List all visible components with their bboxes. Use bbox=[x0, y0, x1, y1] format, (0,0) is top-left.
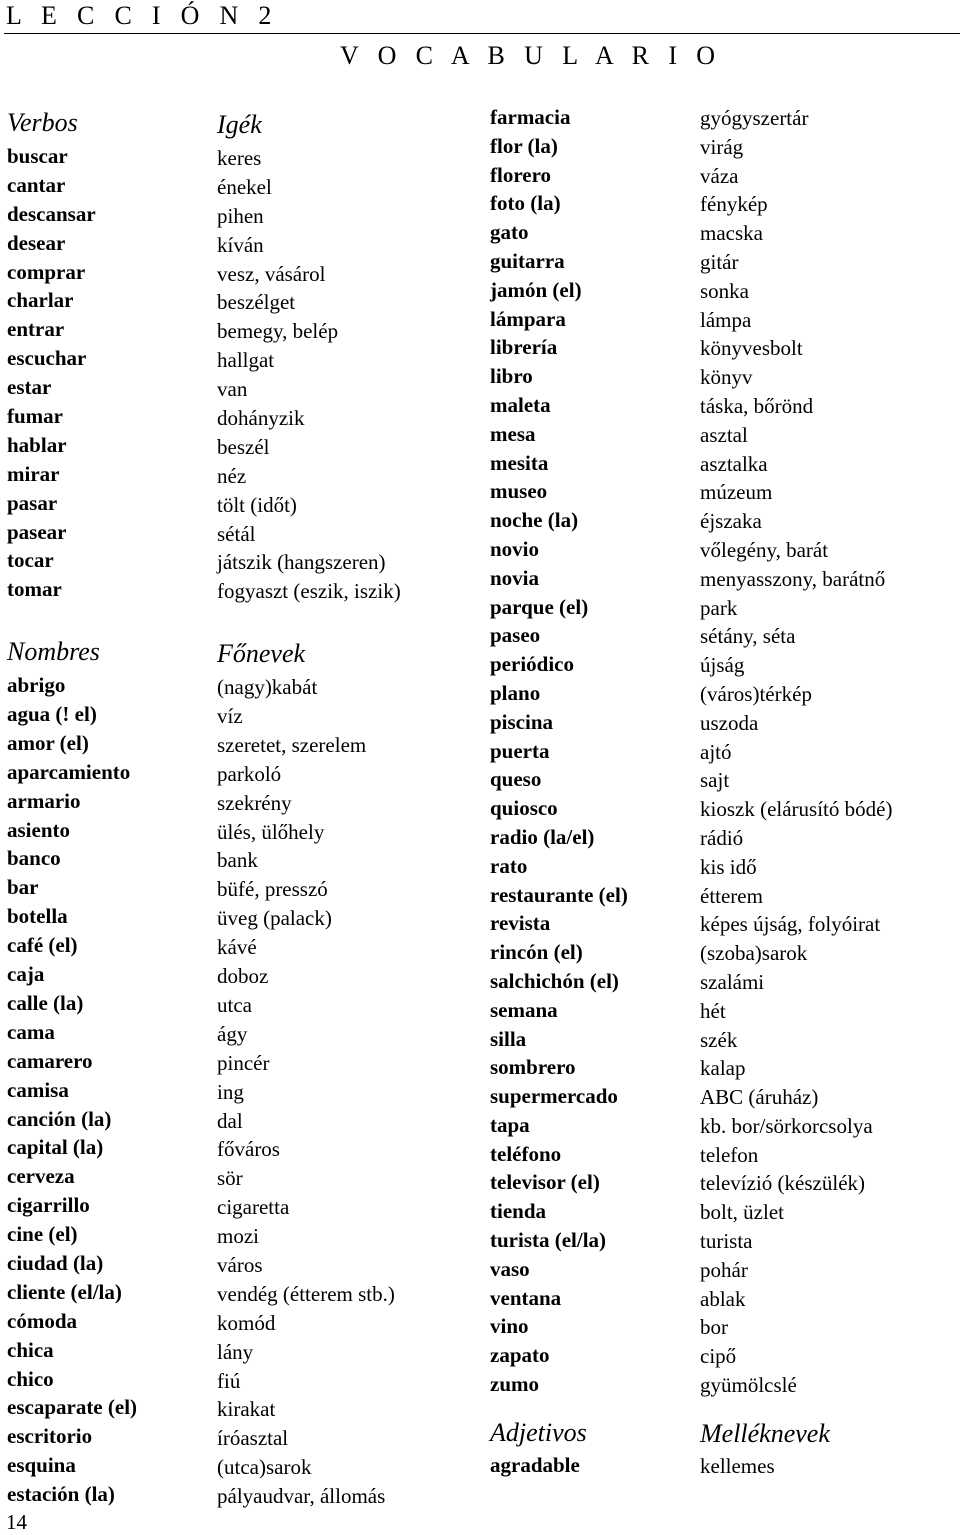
list-item: (szoba)sarok bbox=[700, 941, 808, 966]
list-item: mozi bbox=[217, 1224, 259, 1249]
list-item: descansar bbox=[7, 201, 96, 226]
list-item: gitár bbox=[700, 249, 739, 274]
list-item: szeretet, szerelem bbox=[217, 732, 367, 757]
list-item: pohár bbox=[700, 1257, 748, 1282]
list-item: lámpa bbox=[700, 307, 752, 332]
list-item: silla bbox=[490, 1026, 527, 1051]
list-item: pihen bbox=[217, 203, 264, 228]
list-item: sonka bbox=[700, 278, 749, 303]
list-item: ülés, ülőhely bbox=[217, 819, 325, 844]
list-item: játszik (hangszeren) bbox=[217, 550, 386, 575]
list-item: ágy bbox=[217, 1021, 248, 1046]
list-item: doboz bbox=[217, 964, 269, 989]
list-item: hablar bbox=[7, 432, 67, 457]
list-item: tölt (időt) bbox=[217, 492, 297, 517]
list-item: ABC (áruház) bbox=[700, 1085, 819, 1110]
list-item: estación (la) bbox=[7, 1482, 115, 1507]
heading-adjetivos: Adjetivos bbox=[490, 1417, 587, 1447]
list-item: chica bbox=[7, 1337, 54, 1362]
list-item: víz bbox=[217, 704, 243, 729]
list-item: bemegy, belép bbox=[217, 319, 339, 344]
list-item: bank bbox=[217, 848, 258, 873]
list-item: paseo bbox=[490, 623, 541, 648]
list-item: telefon bbox=[700, 1142, 759, 1167]
hungarian-column-left bbox=[217, 106, 401, 1511]
list-item: televisor (el) bbox=[490, 1170, 600, 1195]
list-item: pasar bbox=[7, 490, 58, 515]
list-item: mesa bbox=[490, 421, 536, 446]
list-item: ing bbox=[217, 1079, 244, 1104]
list-item: keres bbox=[217, 146, 262, 170]
list-item: dal bbox=[217, 1108, 243, 1133]
list-item: tienda bbox=[490, 1199, 547, 1224]
list-item: pasear bbox=[7, 519, 67, 544]
list-item: armario bbox=[7, 788, 81, 813]
list-item: kirakat bbox=[217, 1397, 276, 1422]
list-item: salchichón (el) bbox=[490, 968, 619, 993]
list-item: szekrény bbox=[217, 790, 292, 815]
list-item: vesz, vásárol bbox=[217, 261, 326, 286]
list-item: abrigo bbox=[7, 673, 66, 698]
list-item: cigaretta bbox=[217, 1195, 290, 1220]
list-item: amor (el) bbox=[7, 730, 89, 755]
list-item: szalámi bbox=[700, 969, 765, 994]
list-item: lámpara bbox=[490, 306, 566, 331]
list-item: virág bbox=[700, 134, 744, 159]
list-item: libro bbox=[490, 364, 533, 389]
list-item: város bbox=[217, 1252, 263, 1277]
list-item: asztal bbox=[700, 422, 748, 447]
list-item: zumo bbox=[490, 1372, 539, 1397]
list-item: semana bbox=[490, 997, 558, 1022]
list-item: puerta bbox=[490, 738, 550, 763]
list-item: tocar bbox=[7, 548, 54, 573]
page-number: 14 bbox=[6, 1510, 27, 1534]
list-item: teléfono bbox=[490, 1141, 562, 1166]
heading-nombres: Nombres bbox=[7, 637, 100, 667]
list-item: chico bbox=[7, 1366, 54, 1391]
list-item: van bbox=[217, 377, 248, 402]
list-item: fénykép bbox=[700, 192, 768, 217]
list-item: camisa bbox=[7, 1077, 69, 1102]
list-item: guitarra bbox=[490, 248, 565, 273]
list-item: étterem bbox=[700, 883, 763, 908]
spacer bbox=[217, 606, 401, 635]
list-item: noche (la) bbox=[490, 508, 579, 533]
list-item: turista (el/la) bbox=[490, 1228, 607, 1253]
list-item: botella bbox=[7, 904, 68, 929]
list-item: vőlegény, barát bbox=[700, 537, 829, 562]
list-item: foto (la) bbox=[490, 191, 561, 216]
heading-melleknevek: Melléknevek bbox=[700, 1418, 830, 1448]
hungarian-column-right bbox=[700, 104, 892, 1481]
list-item: canción (la) bbox=[7, 1106, 112, 1131]
list-item: turista bbox=[700, 1229, 753, 1254]
list-item: főváros bbox=[217, 1137, 280, 1162]
list-item: kalap bbox=[700, 1056, 746, 1081]
list-item: mirar bbox=[7, 461, 60, 486]
list-item: camarero bbox=[7, 1048, 93, 1073]
list-item: néz bbox=[217, 463, 247, 488]
list-item: kávé bbox=[217, 935, 257, 960]
list-item: parque (el) bbox=[490, 594, 589, 619]
spanish-column-left bbox=[7, 104, 137, 1509]
list-item: novia bbox=[490, 565, 540, 590]
list-item: múzeum bbox=[700, 480, 773, 505]
list-item: (utca)sarok bbox=[217, 1455, 312, 1480]
list-item: cantar bbox=[7, 172, 66, 197]
list-item: bor bbox=[700, 1315, 728, 1340]
list-item: quiosco bbox=[490, 796, 558, 821]
list-item: hét bbox=[700, 998, 726, 1023]
list-item: gyümölcslé bbox=[700, 1373, 797, 1398]
lesson-header: L E C C I Ó N 2 bbox=[6, 1, 279, 30]
list-item: táska, bőrönd bbox=[700, 393, 814, 418]
list-item: park bbox=[700, 595, 738, 620]
list-item: banco bbox=[7, 846, 61, 871]
list-item: comprar bbox=[7, 259, 86, 284]
list-item: menyasszony, barátnő bbox=[700, 566, 886, 591]
list-item: mesita bbox=[490, 450, 549, 475]
list-item: könyvesbolt bbox=[700, 336, 803, 361]
list-item: hallgat bbox=[217, 348, 275, 373]
list-item: ciudad (la) bbox=[7, 1250, 104, 1275]
list-item: ajtó bbox=[700, 739, 732, 764]
list-item: képes újság, folyóirat bbox=[700, 912, 881, 937]
list-item: charlar bbox=[7, 288, 74, 313]
list-item: (város)térkép bbox=[700, 681, 812, 706]
list-item: szék bbox=[700, 1027, 738, 1052]
header-divider bbox=[4, 33, 960, 34]
list-item: periódico bbox=[490, 652, 574, 677]
list-item: asiento bbox=[7, 817, 70, 842]
list-item: buscar bbox=[7, 144, 68, 168]
list-item: könyv bbox=[700, 365, 753, 390]
list-item: tomar bbox=[7, 577, 62, 602]
list-item: cómoda bbox=[7, 1308, 77, 1333]
list-item: pályaudvar, állomás bbox=[217, 1484, 386, 1509]
list-item: jamón (el) bbox=[490, 277, 582, 302]
spanish-column-right bbox=[490, 103, 628, 1480]
list-item: utca bbox=[217, 992, 252, 1017]
list-item: museo bbox=[490, 479, 548, 504]
heading-igek: Igék bbox=[217, 110, 262, 139]
list-item: íróasztal bbox=[217, 1426, 289, 1451]
list-item: agua (! el) bbox=[7, 702, 97, 727]
list-item: bolt, üzlet bbox=[700, 1200, 784, 1225]
list-item: farmacia bbox=[490, 105, 571, 129]
list-item: calle (la) bbox=[7, 990, 84, 1015]
list-item: fiú bbox=[217, 1368, 241, 1393]
list-item: sör bbox=[217, 1166, 243, 1191]
list-item: cliente (el/la) bbox=[7, 1279, 122, 1304]
list-item: florero bbox=[490, 162, 552, 187]
list-item: asztalka bbox=[700, 451, 768, 476]
list-item: revista bbox=[490, 911, 551, 936]
list-item: entrar bbox=[7, 317, 65, 342]
list-item: bar bbox=[7, 875, 39, 900]
list-item: (nagy)kabát bbox=[217, 675, 318, 700]
list-item: escaparate (el) bbox=[7, 1395, 138, 1420]
list-item: vino bbox=[490, 1314, 529, 1339]
list-item: beszél bbox=[217, 434, 270, 459]
list-item: aparcamiento bbox=[7, 759, 131, 784]
page-title: V O C A B U L A R I O bbox=[340, 41, 722, 70]
list-item: piscina bbox=[490, 709, 554, 734]
list-item: rincón (el) bbox=[490, 940, 583, 965]
list-item: escuchar bbox=[7, 346, 87, 371]
list-item: uszoda bbox=[700, 710, 759, 735]
list-item: sétál bbox=[217, 521, 256, 546]
list-item: macska bbox=[700, 221, 763, 246]
list-item: komód bbox=[217, 1310, 276, 1335]
list-item: maleta bbox=[490, 392, 551, 417]
list-item: kíván bbox=[217, 232, 264, 257]
list-item: kb. bor/sörkorcsolya bbox=[700, 1113, 873, 1138]
list-item: zapato bbox=[490, 1343, 550, 1368]
list-item: fogyaszt (eszik, iszik) bbox=[217, 579, 401, 604]
list-item: lány bbox=[217, 1339, 254, 1364]
list-item: kioszk (elárusító bódé) bbox=[700, 797, 893, 822]
list-item: caja bbox=[7, 962, 45, 987]
list-item: radio (la/el) bbox=[490, 824, 595, 849]
list-item: plano bbox=[490, 680, 541, 705]
list-item: librería bbox=[490, 335, 558, 360]
list-item: desear bbox=[7, 230, 66, 255]
list-item: kellemes bbox=[700, 1453, 775, 1478]
list-item: estar bbox=[7, 375, 52, 400]
list-item: rádió bbox=[700, 825, 744, 850]
list-item: ventana bbox=[490, 1285, 562, 1310]
list-item: ablak bbox=[700, 1286, 746, 1311]
list-item: üveg (palack) bbox=[217, 906, 332, 931]
list-item: novio bbox=[490, 536, 540, 561]
list-item: flor (la) bbox=[490, 133, 558, 158]
list-item: restaurante (el) bbox=[490, 882, 628, 907]
list-item: fumar bbox=[7, 404, 63, 429]
list-item: parkoló bbox=[217, 761, 282, 786]
list-item: beszélget bbox=[217, 290, 296, 315]
list-item: cerveza bbox=[7, 1164, 75, 1189]
list-item: vaso bbox=[490, 1256, 530, 1281]
list-item: énekel bbox=[217, 174, 272, 199]
list-item: capital (la) bbox=[7, 1135, 104, 1160]
list-item: televízió (készülék) bbox=[700, 1171, 866, 1196]
list-item: büfé, presszó bbox=[217, 877, 328, 902]
list-item: éjszaka bbox=[700, 509, 762, 534]
list-item: rato bbox=[490, 853, 528, 878]
list-item: váza bbox=[700, 163, 739, 188]
list-item: agradable bbox=[490, 1452, 580, 1477]
list-item: újság bbox=[700, 653, 745, 678]
list-item: sétány, séta bbox=[700, 624, 796, 649]
list-item: escritorio bbox=[7, 1424, 93, 1449]
list-item: cigarrillo bbox=[7, 1193, 90, 1218]
list-item: supermercado bbox=[490, 1084, 618, 1109]
list-item: esquina bbox=[7, 1453, 76, 1478]
list-item: gato bbox=[490, 220, 529, 245]
list-item: sajt bbox=[700, 768, 730, 793]
list-item: tapa bbox=[490, 1112, 530, 1137]
heading-fonevek: Főnevek bbox=[217, 639, 306, 669]
list-item: vendég (étterem stb.) bbox=[217, 1281, 395, 1306]
list-item: queso bbox=[490, 767, 542, 792]
list-item: kis idő bbox=[700, 854, 757, 879]
heading-verbos: Verbos bbox=[7, 108, 78, 137]
list-item: pincér bbox=[217, 1050, 270, 1075]
list-item: sombrero bbox=[490, 1055, 576, 1080]
spacer bbox=[7, 604, 137, 633]
list-item: cama bbox=[7, 1019, 55, 1044]
list-item: gyógyszertár bbox=[700, 106, 809, 130]
list-item: dohányzik bbox=[217, 406, 305, 431]
list-item: cine (el) bbox=[7, 1222, 78, 1247]
list-item: café (el) bbox=[7, 933, 78, 958]
list-item: cipő bbox=[700, 1344, 737, 1369]
